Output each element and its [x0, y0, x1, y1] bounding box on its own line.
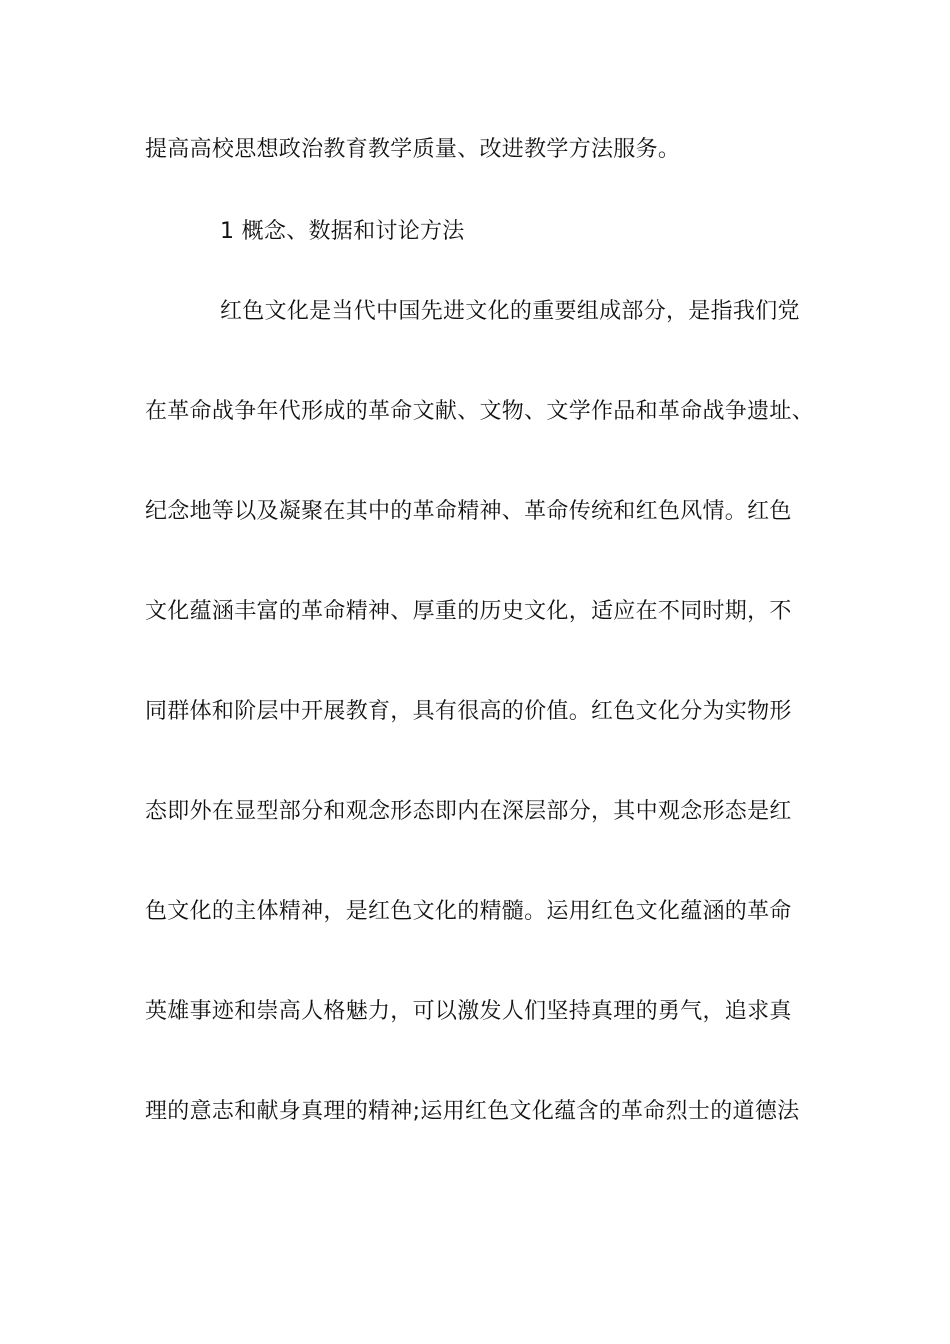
paragraph-first-line: 红色文化是当代中国先进文化的重要组成部分，是指我们党: [220, 299, 800, 324]
text-line: 在革命战争年代形成的革命文献、文物、文学作品和革命战争遗址、: [145, 399, 815, 424]
text-line: 英雄事迹和崇高人格魅力，可以激发人们坚持真理的勇气，追求真: [145, 999, 792, 1024]
text-line: 态即外在显型部分和观念形态即内在深层部分，其中观念形态是红: [145, 799, 792, 824]
text-line: 同群体和阶层中开展教育，具有很高的价值。红色文化分为实物形: [145, 699, 792, 724]
text-line: 色文化的主体精神，是红色文化的精髓。运用红色文化蕴涵的革命: [145, 899, 792, 924]
section-heading: 1 概念、数据和讨论方法: [220, 219, 465, 244]
text-line: 提高高校思想政治教育教学质量、改进教学方法服务。: [145, 137, 681, 162]
text-line: 纪念地等以及凝聚在其中的革命精神、革命传统和红色风情。红色: [145, 499, 792, 524]
text-line: 理的意志和献身真理的精神;运用红色文化蕴含的革命烈士的道德法: [145, 1099, 800, 1124]
text-line: 文化蕴涵丰富的革命精神、厚重的历史文化，适应在不同时期，不: [145, 599, 792, 624]
